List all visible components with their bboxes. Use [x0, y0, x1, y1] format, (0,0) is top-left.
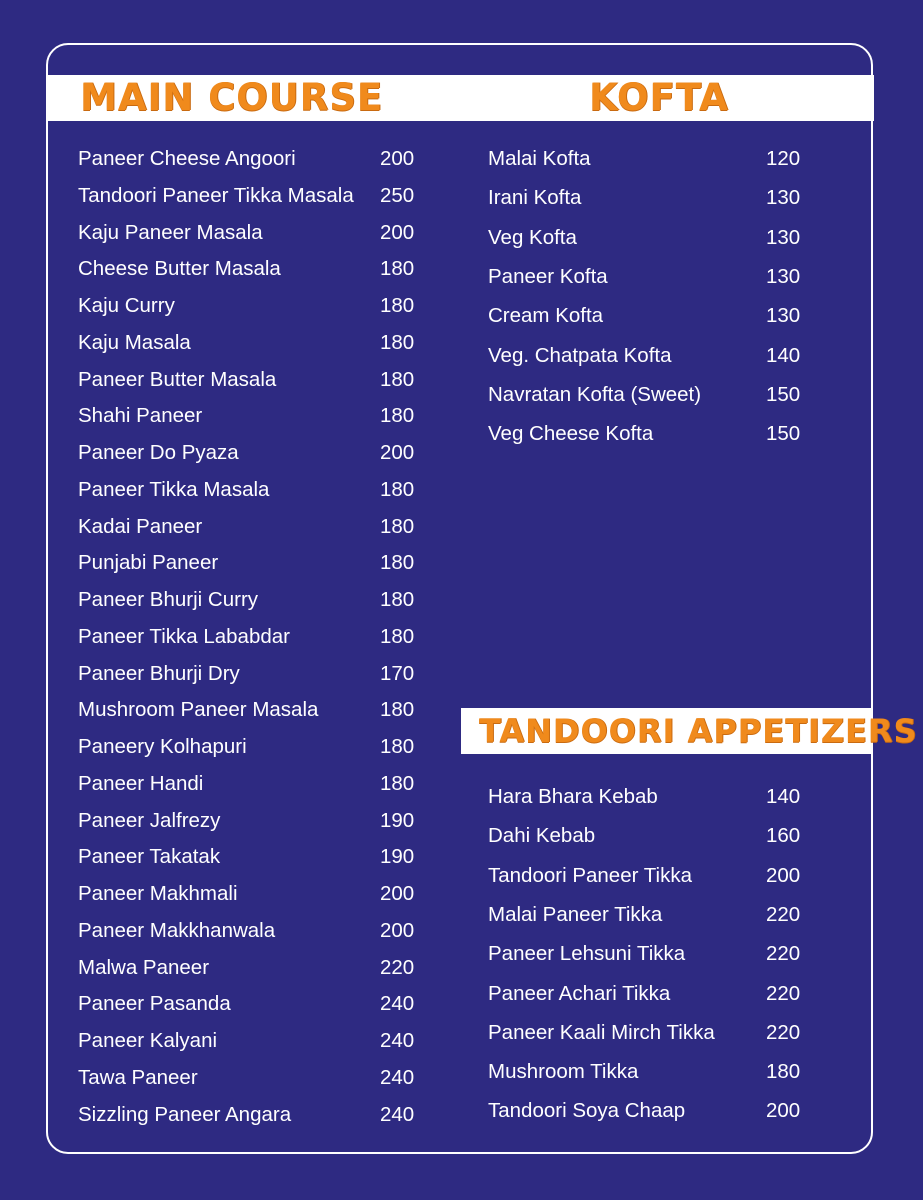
menu-item-price: 250	[380, 183, 415, 207]
menu-item-name: Kadai Paneer	[78, 514, 203, 538]
menu-item-name: Tawa Paneer	[78, 1065, 198, 1089]
menu-item-price: 150	[766, 382, 801, 406]
menu-item-price: 220	[766, 1020, 801, 1044]
menu-item-price: 180	[380, 624, 415, 648]
kofta-heading: KOFTA	[589, 76, 729, 119]
menu-item-name: Paneer Makkhanwala	[78, 918, 276, 942]
menu-item-name: Punjabi Paneer	[78, 551, 219, 575]
menu-item-price: 170	[380, 661, 415, 685]
menu-item-name: Paneer Handi	[78, 771, 204, 795]
menu-item-name: Kaju Curry	[78, 294, 175, 317]
menu-item-price: 180	[380, 477, 415, 501]
menu-item-price: 180	[380, 514, 415, 538]
menu-item-price: 130	[766, 264, 801, 288]
menu-item-name: Paneer Lehsuni Tikka	[488, 942, 686, 966]
menu-item-name: Irani Kofta	[488, 186, 582, 210]
menu-item-name: Veg Kofta	[488, 225, 577, 249]
menu-item-name: Paneer Kaali Mirch Tikka	[488, 1020, 715, 1044]
menu-item-name: Paneer Pasanda	[78, 992, 231, 1016]
menu-item-name: Paneer Kalyani	[78, 1029, 218, 1052]
menu-item-name: Tandoori Soya Chaap	[488, 1099, 686, 1123]
menu-item-name: Kaju Masala	[78, 330, 191, 354]
menu-item-price: 130	[766, 304, 801, 328]
menu-item-price: 180	[380, 588, 415, 611]
menu-item-price: 200	[766, 1099, 801, 1123]
menu-item-price: 180	[380, 551, 415, 575]
menu-item-price: 180	[766, 1060, 801, 1084]
menu-item-name: Hara Bhara Kebab	[488, 785, 658, 808]
menu-item-price: 200	[380, 147, 415, 170]
menu-item-price: 140	[766, 785, 801, 808]
menu-item-name: Paneer Takatak	[78, 845, 221, 869]
menu-item-price: 180	[380, 735, 415, 758]
menu-item-name: Paneer Bhurji Curry	[78, 588, 259, 611]
menu-item-price: 180	[380, 404, 415, 428]
menu-item-price: 220	[380, 955, 415, 979]
menu-item-name: Paneer Cheese Angoori	[78, 147, 296, 170]
menu-item-price: 190	[380, 845, 415, 869]
menu-item-name: Kaju Paneer Masala	[78, 220, 263, 244]
menu-item-price: 180	[380, 771, 415, 795]
menu-item-name: Malai Paneer Tikka	[488, 902, 663, 926]
menu-item-name: Navratan Kofta (Sweet)	[488, 382, 702, 406]
menu-item-price: 130	[766, 225, 801, 249]
menu-item-price: 240	[380, 1029, 415, 1052]
tandoori-heading: TANDOORI APPETIZERS	[479, 712, 918, 750]
menu-item-name: Paneer Tikka Lababdar	[78, 624, 290, 648]
menu-item-price: 180	[380, 367, 415, 391]
menu-item-price: 190	[380, 808, 415, 832]
menu-item-name: Cream Kofta	[488, 304, 604, 328]
menu-item-name: Paneer Achari Tikka	[488, 981, 671, 1005]
menu-item-name: Shahi Paneer	[78, 404, 203, 428]
menu-item-name: Paneer Makhmali	[78, 882, 238, 905]
menu-item-name: Dahi Kebab	[488, 824, 596, 848]
menu-item-price: 240	[380, 1102, 415, 1126]
menu-item-name: Mushroom Paneer Masala	[78, 698, 319, 722]
menu-item-price: 200	[380, 220, 415, 244]
menu-item-price: 180	[380, 330, 415, 354]
menu-item-price: 200	[380, 441, 415, 464]
menu-item-price: 180	[380, 257, 415, 281]
menu-item-name: Cheese Butter Masala	[78, 257, 281, 281]
menu-item-name: Paneer Bhurji Dry	[78, 661, 240, 685]
menu-item-price: 240	[380, 1065, 415, 1089]
menu-item-name: Veg. Chatpata Kofta	[488, 343, 672, 367]
menu-item-name: Paneer Tikka Masala	[78, 477, 270, 501]
menu-item-price: 240	[380, 992, 415, 1016]
menu-item-name: Paneer Butter Masala	[78, 367, 277, 391]
menu-item-price: 180	[380, 698, 415, 722]
menu-item-price: 220	[766, 902, 801, 926]
menu-item-price: 180	[380, 294, 415, 317]
menu-item-name: Veg Cheese Kofta	[488, 422, 654, 446]
menu-item-name: Paneery Kolhapuri	[78, 735, 247, 758]
menu-item-price: 220	[766, 981, 801, 1005]
menu-item-price: 120	[766, 147, 801, 170]
menu-item-name: Sizzling Paneer Angara	[78, 1102, 292, 1126]
menu-item-price: 130	[766, 186, 801, 210]
menu-item-name: Paneer Jalfrezy	[78, 808, 221, 832]
menu-item-price: 150	[766, 422, 801, 446]
menu-item-price: 200	[766, 863, 801, 887]
menu-item-name: Paneer Kofta	[488, 264, 608, 288]
menu-item-price: 200	[380, 918, 415, 942]
menu-item-price: 160	[766, 824, 801, 848]
menu-item-name: Tandoori Paneer Tikka Masala	[78, 183, 354, 207]
menu-item-name: Malai Kofta	[488, 147, 591, 170]
main-course-heading: MAIN COURSE	[80, 76, 384, 119]
menu-item-name: Tandoori Paneer Tikka	[488, 863, 692, 887]
menu-item-name: Paneer Do Pyaza	[78, 441, 239, 464]
menu-item-price: 200	[380, 882, 415, 905]
menu-item-price: 220	[766, 942, 801, 966]
menu-item-name: Mushroom Tikka	[488, 1060, 639, 1084]
menu-item-name: Malwa Paneer	[78, 955, 210, 979]
menu-item-price: 140	[766, 343, 801, 367]
